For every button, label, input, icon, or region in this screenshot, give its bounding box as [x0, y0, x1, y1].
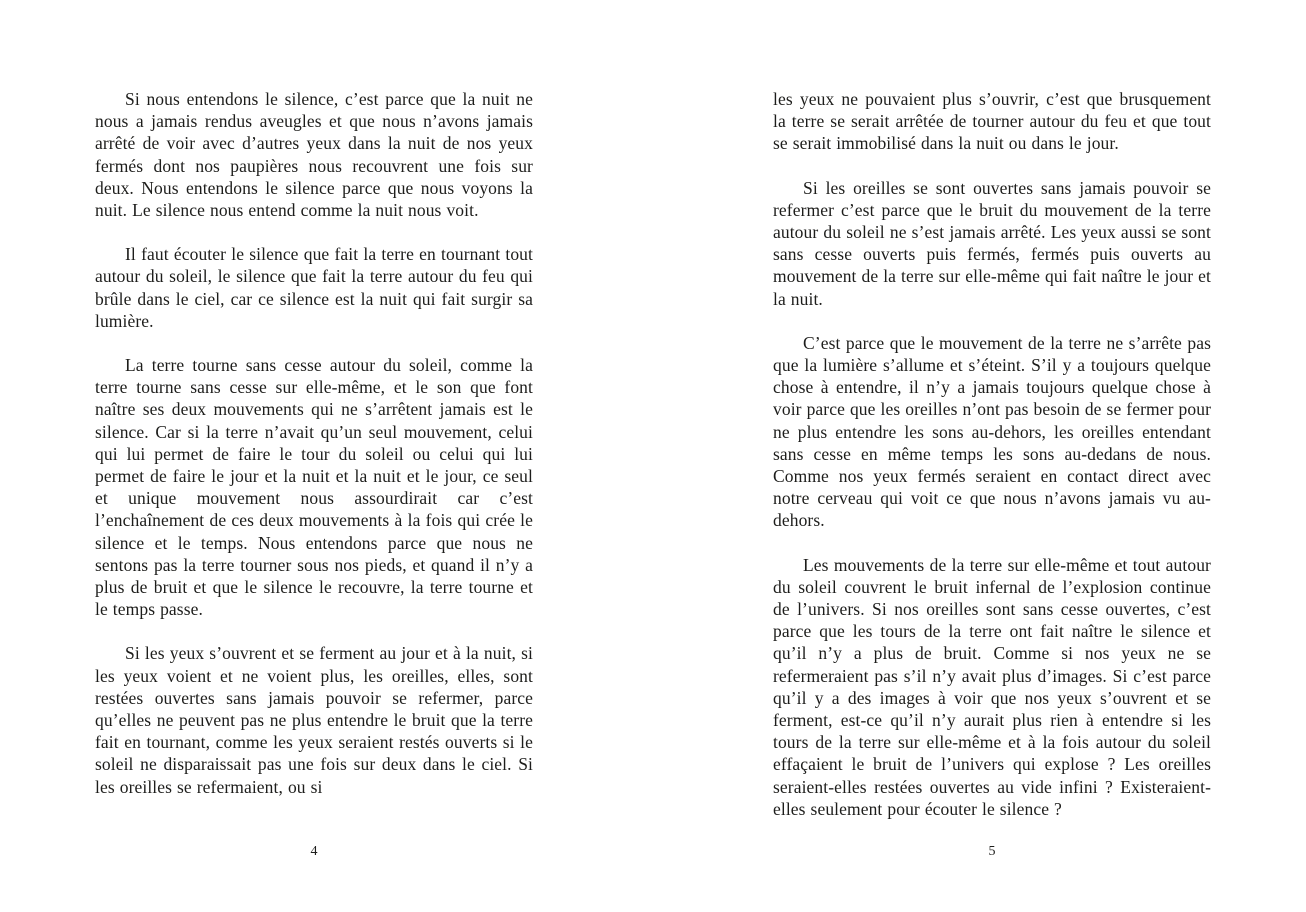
- paragraph: Si nous entendons le silence, c’est parce que la nuit ne nous a jamais rendus aveugles et que nous n’avons jamais arrêté de voir avec d’autres yeux dans la nuit de nos yeux fermés dont nos paupières nous recouvrent une fois sur deux. Nous entendons le silence parce que nous voyons la nuit. Le silence nous entend comme la nuit nous voit.: [95, 89, 533, 221]
- left-page-text: [95, 88, 533, 820]
- page-number: 5: [988, 844, 996, 859]
- right-page-text: [773, 88, 1211, 842]
- paragraph: Les mouvements de la terre sur elle-même et tout autour du soleil couvrent le bruit infernal de l’explosion continue de l’univers. Si nos oreilles sont sans cesse ouvertes, c’est parce que les tours de la terre ont fait naître le silence et qu’il n’y a plus de bruit. Comme si nos yeux ne se refermeraient pas s’il n’y avait plus d’images. Si c’est parce qu’il y a des images à voir que nos yeux s’ouvrent et se ferment, est-ce qu’il n’y aurait plus rien à entendre si les tours de la terre sur elle-même et à la fois autour du soleil effaçaient le bruit de l’univers qui explose ? Les oreilles seraient-elles restées ouvertes au vide infini ? Existeraient-elles seulement pour écouter le silence ?: [773, 554, 1211, 819]
- paragraph: C’est parce que le mouvement de la terre ne s’arrête pas que la lumière s’allume et s’éteint. S’il y a toujours quelque chose à entendre, il n’y a jamais toujours quelque chose à voir parce que les oreilles n’ont pas besoin de se fermer pour ne plus entendre les sons au-dehors, les oreilles entendant sans cesse en même temps les sons au-dedans de nous. Comme nos yeux fermés seraient en contact direct avec notre cerveau qui voit ce que nous n’avons jamais vu au-dehors.: [773, 332, 1211, 531]
- page-number: 4: [310, 844, 318, 859]
- right-page: [653, 0, 1306, 912]
- paragraph: les yeux ne pouvaient plus s’ouvrir, c’est que brusquement la terre se serait arrêtée de tourner autour du feu et que tout se serait immobilisé dans la nuit ou dans le jour.: [773, 89, 1211, 154]
- paragraph: La terre tourne sans cesse autour du soleil, comme la terre tourne sans cesse sur elle-même, et le son que font naître ses deux mouvements qui ne s’arrêtent jamais est le silence. Car si la terre n’avait qu’un seul mouvement, celui qui lui permet de faire le tour du soleil ou celui qui lui permet de faire le jour et la nuit et la nuit et le jour, ce seul et unique mouvement nous assourdirait car c’est l’enchaînement de ces deux mouvements à la fois qui crée le silence et le temps. Nous entendons parce que nous ne sentons pas la terre tourner sous nos pieds, et quand il n’y a plus de bruit et que le silence le recouvre, la terre tourne et le temps passe.: [95, 355, 533, 620]
- paragraph: Si les yeux s’ouvrent et se ferment au jour et à la nuit, si les yeux voient et ne voient plus, les oreilles, elles, sont restées ouvertes sans jamais pouvoir se refermer, parce qu’elles ne peuvent pas ne plus entendre le bruit que la terre fait en tournant, comme les yeux seraient restés ouverts si le soleil ne disparaissait pas une fois sur deux dans le ciel. Si les oreilles se refermaient, ou si: [95, 643, 533, 797]
- paragraph: Si les oreilles se sont ouvertes sans jamais pouvoir se refermer c’est parce que le bruit du mouvement de la terre autour du soleil ne s’est jamais arrêté. Les yeux aussi se sont sans cesse ouverts puis fermés, fermés puis ouverts au mouvement de la terre sur elle-même qui fait naître le jour et la nuit.: [773, 177, 1211, 309]
- paragraph: Il faut écouter le silence que fait la terre en tournant tout autour du soleil, le silence que fait la terre autour du feu qui brûle dans le ciel, car ce silence est la nuit qui fait surgir sa lumière.: [95, 244, 533, 331]
